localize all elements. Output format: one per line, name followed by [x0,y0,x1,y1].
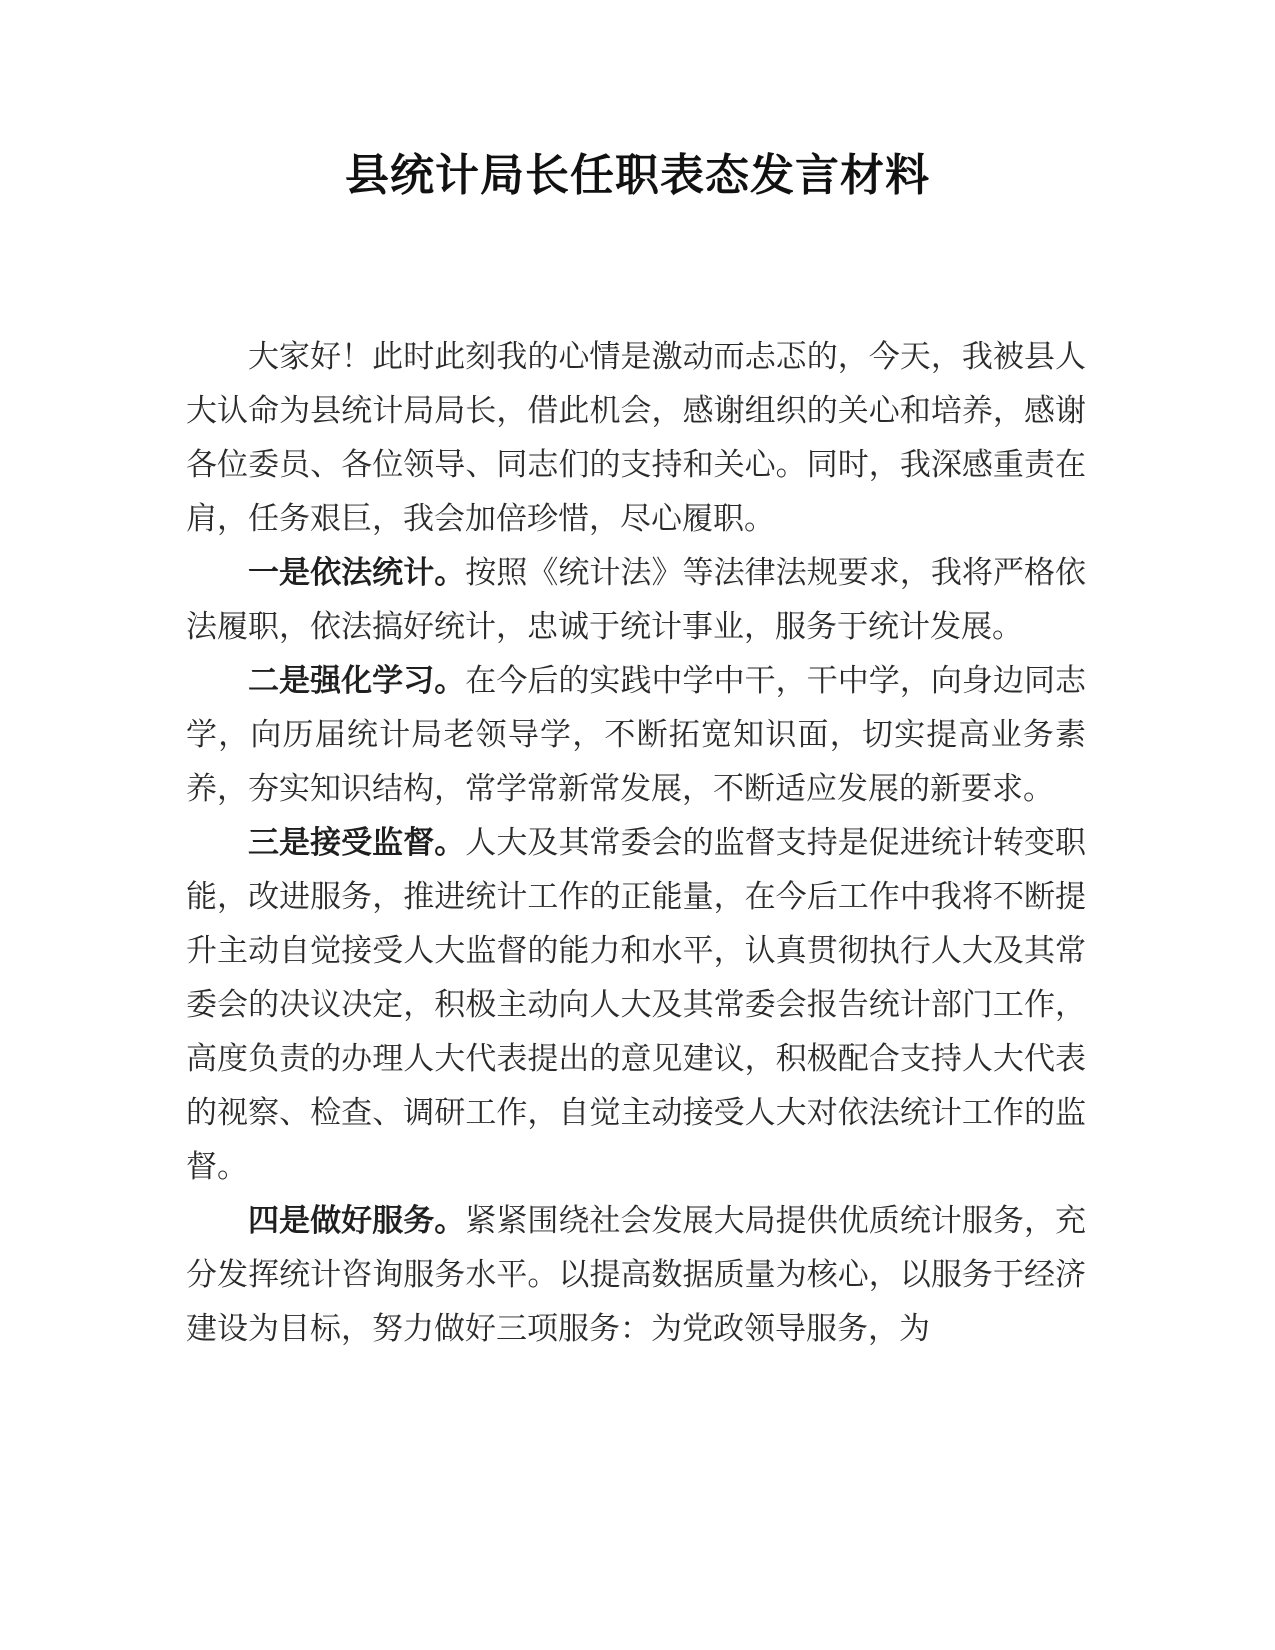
document-title: 县统计局长任职表态发言材料 [345,150,930,201]
paragraph-point-3-text: 人大及其常委会的监督支持是促进统计转变职能，改进服务，推进统计工作的正能量，在今后工作中我将不断提升主动自觉接受人大监督的能力和水平，认真贯彻执行人大及其常委会的决议决定，积极主动向人大及其常委会报告统计部门工作，高度负责的办理人大代表提出的意见建议，积极配合支持人大代表的视察、检查、调研工作，自觉主动接受人大对依法统计工作的监督。 [186,825,1087,1185]
paragraph-point-2-text: 在今后的实践中学中干，干中学，向身边同志学，向历届统计局老领导学，不断拓宽知识面，切实提高业务素养，夯实知识结构，常学常新常发展，不断适应发展的新要求。 [186,663,1087,807]
paragraph-intro [186,330,1086,546]
paragraph-point-2 [186,654,1086,816]
document-body [186,330,1086,1356]
paragraph-point-3 [186,816,1086,1194]
paragraph-point-2-heading: 二是强化学习。 [248,663,466,699]
paragraph-point-4 [186,1194,1086,1356]
paragraph-point-3-heading: 三是接受监督。 [248,825,466,861]
paragraph-point-1-text: 按照《统计法》等法律法规要求，我将严格依法履职，依法搞好统计，忠诚于统计事业，服务于统计发展。 [186,555,1087,645]
paragraph-point-1-heading: 一是依法统计。 [248,555,466,591]
paragraph-point-4-text: 紧紧围绕社会发展大局提供优质统计服务，充分发挥统计咨询服务水平。以提高数据质量为核心，以服务于经济建设为目标，努力做好三项服务：为党政领导服务，为 [186,1203,1087,1347]
paragraph-point-1 [186,546,1086,654]
paragraph-point-4-heading: 四是做好服务。 [248,1203,466,1239]
paragraph-intro-text: 大家好！此时此刻我的心情是激动而忐忑的，今天，我被县人大认命为县统计局局长，借此机会，感谢组织的关心和培养，感谢各位委员、各位领导、同志们的支持和关心。同时，我深感重责在肩，任务艰巨，我会加倍珍惜，尽心履职。 [186,339,1086,537]
